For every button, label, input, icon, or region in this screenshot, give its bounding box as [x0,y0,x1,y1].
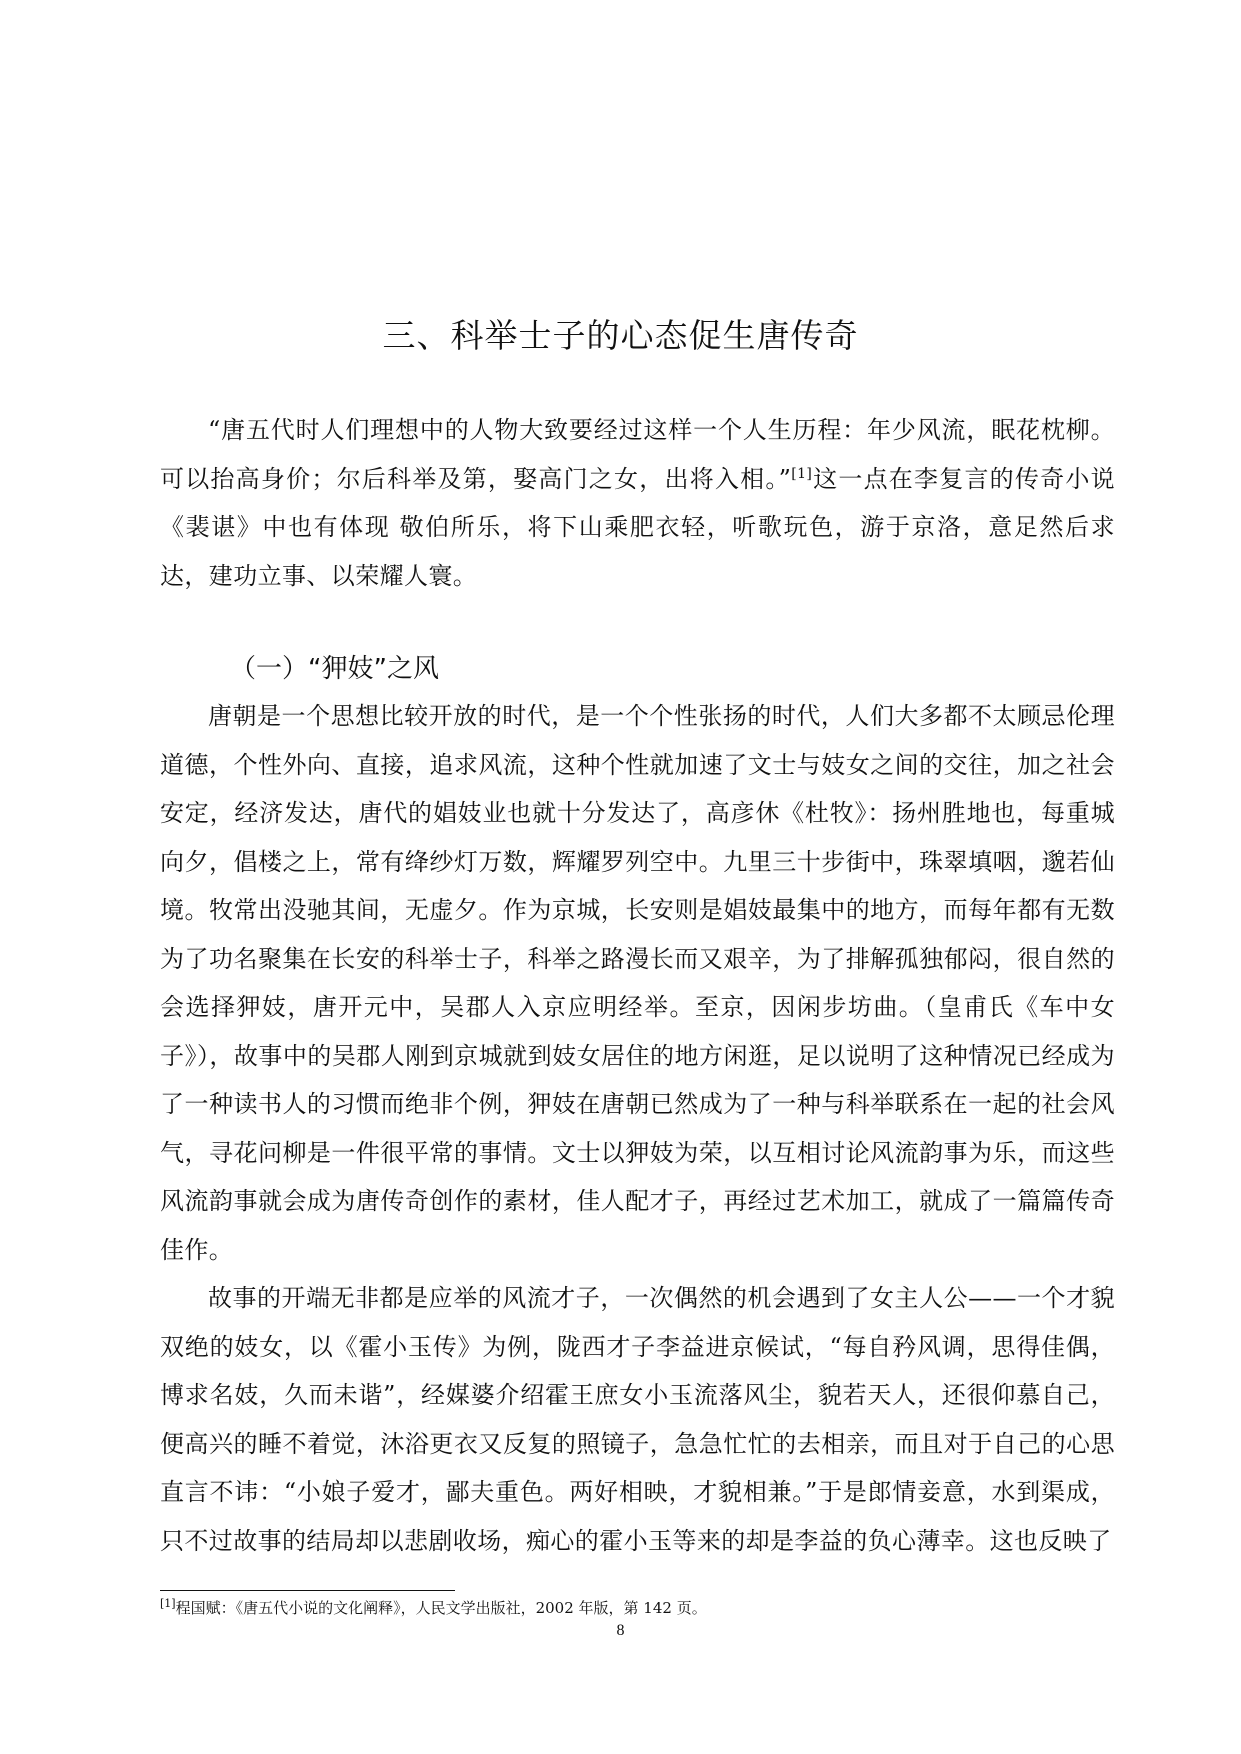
section-heading: （一）“狎妓”之风 [230,654,439,684]
intro-quote: “唐五代时人们理想中的人物大致要经过这样一个人生历程：年少风流，眠花枕柳。可以抬高身价；尔后科举及第，娶高门之女，出将入相。” [160,416,1115,493]
intro-text [160,406,1115,600]
footnote-marker: [1] [160,1597,176,1610]
intro-paragraph [160,406,1115,600]
body-paragraph: 唐朝是一个思想比较开放的时代，是一个个性张扬的时代，人们大多都不太顾忌伦理道德，个性外向、直接，追求风流，这种个性就加速了文士与妓女之间的交往，加之社会安定，经济发达，唐代的娼妓业也就十分发达了，高彦休《杜牧》：扬州胜地也，每重城向夕，倡楼之上，常有绛纱灯万数，辉耀罗列空中。九里三十步街中，珠翠填咽，邈若仙境。牧常出没驰其间，无虚夕。作为京城，长安则是娼妓最集中的地方，而每年都有无数为了功名聚集在长安的科举士子，科举之路漫长而又艰辛，为了排解孤独郁闷，很自然的会选择狎妓，唐开元中，吴郡人入京应明经举。至京，因闲步坊曲。（皇甫氏《车中女子》），故事中的吴郡人刚到京城就到妓女居住的地方闲逛，足以说明了这种情况已经成为了一种读书人的习惯而绝非个例，狎妓在唐朝已然成为了一种与科举联系在一起的社会风气，寻花问柳是一件很平常的事情。文士以狎妓为荣，以互相讨论风流韵事为乐，而这些风流韵事就会成为唐传奇创作的素材，佳人配才子，再经过艺术加工，就成了一篇篇传奇佳作。 [160,702,1115,1264]
body-paragraph: 故事的开端无非都是应举的风流才子，一次偶然的机会遇到了女主人公——一个才貌双绝的妓女，以《霍小玉传》为例，陇西才子李益进京候试，“每自矜风调，思得佳偶，博求名妓，久而未谐”，经媒婆介绍霍王庶女小玉流落风尘，貌若天人，还很仰慕自己，便高兴的睡不着觉，沐浴更衣又反复的照镜子，急急忙忙的去相亲，而且对于自己的心思直言不讳：“小娘子爱才，鄙夫重色。两好相映，才貌相兼。”于是郎情妾意，水到渠成，只不过故事的结局却以悲剧收场，痴心的霍小玉等来的却是李益的负心薄幸。这也反映了 [160,1284,1115,1555]
intro-continuation: 这一点在李复言的传奇小说《裴谌》中也有体现 敬伯所乐，将下山乘肥衣轻，听歌玩色，游于京洛，意足然后求达，建功立事、以荣耀人寰。 [160,464,1115,590]
chapter-title: 三、科举士子的心态促生唐传奇 [382,316,859,355]
footnote-separator [160,1590,455,1591]
footnote [160,1598,707,1618]
page-number: 8 [616,1622,625,1639]
section-body [160,692,1115,1565]
footnote-text: 程国赋：《唐五代小说的文化阐释》，人民文学出版社，2002 年版，第 142 页。 [175,1599,707,1617]
footnote-reference[interactable]: [1] [791,465,813,482]
